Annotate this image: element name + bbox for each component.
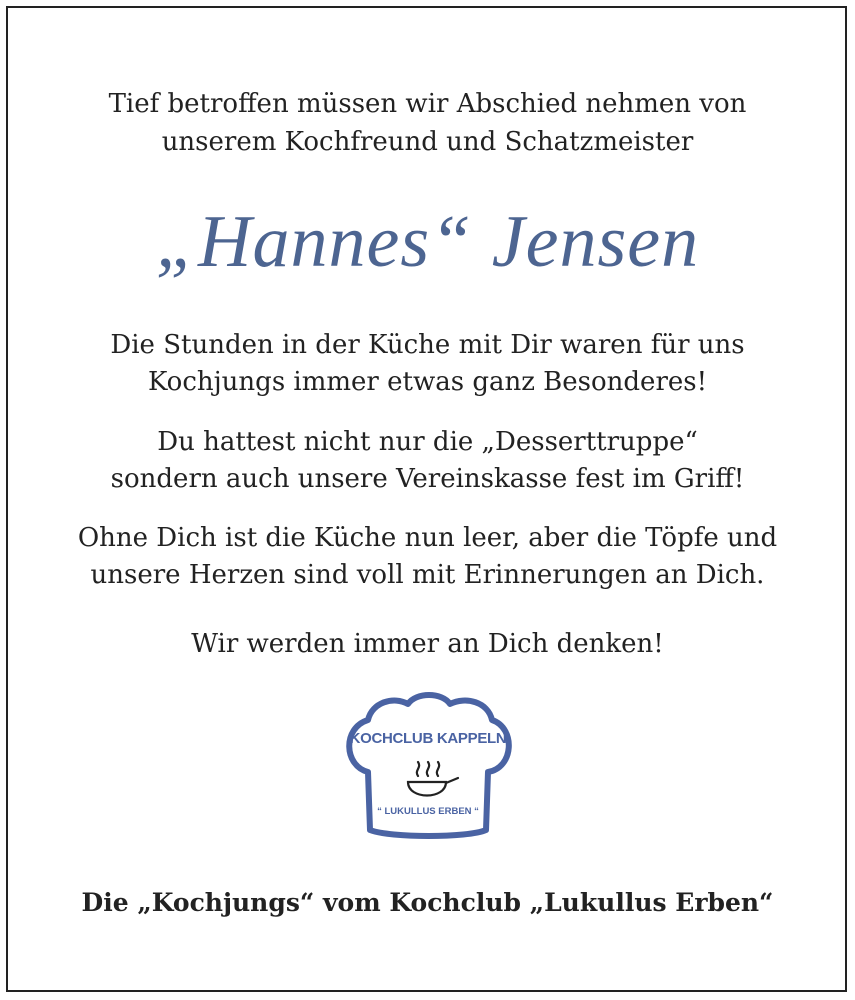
paragraph-1-line-1: Die Stunden in der Küche mit Dir waren für uns <box>110 330 745 360</box>
paragraph-3-line-1: Ohne Dich ist die Küche nun leer, aber die Töpfe und <box>77 523 778 553</box>
logo-subtitle: “ LUKULLUS ERBEN “ <box>377 806 479 817</box>
paragraph-1-line-2: Kochjungs immer etwas ganz Besonderes! <box>147 367 708 397</box>
deceased-name: „Hannes“ Jensen <box>155 201 700 283</box>
paragraph-2-line-2: sondern auch unsere Vereinskasse fest im Griff! <box>110 464 745 494</box>
intro-line-2: unserem Kochfreund und Schatzmeister <box>161 127 694 157</box>
chef-hat-icon <box>338 688 518 858</box>
signature: Die „Kochjungs“ vom Kochclub „Lukullus Erben“ <box>81 888 774 917</box>
intro-line-1: Tief betroffen müssen wir Abschied nehmen von <box>108 89 747 119</box>
kochclub-logo <box>338 688 518 858</box>
closing-line: Wir werden immer an Dich denken! <box>191 629 664 659</box>
pot-icon <box>408 762 458 796</box>
paragraph-3-line-2: unsere Herzen sind voll mit Erinnerungen an Dich. <box>90 560 765 590</box>
logo-title: KOCHCLUB KAPPELN <box>349 730 507 747</box>
paragraph-2-line-1: Du hattest nicht nur die „Desserttruppe“ <box>157 427 698 457</box>
